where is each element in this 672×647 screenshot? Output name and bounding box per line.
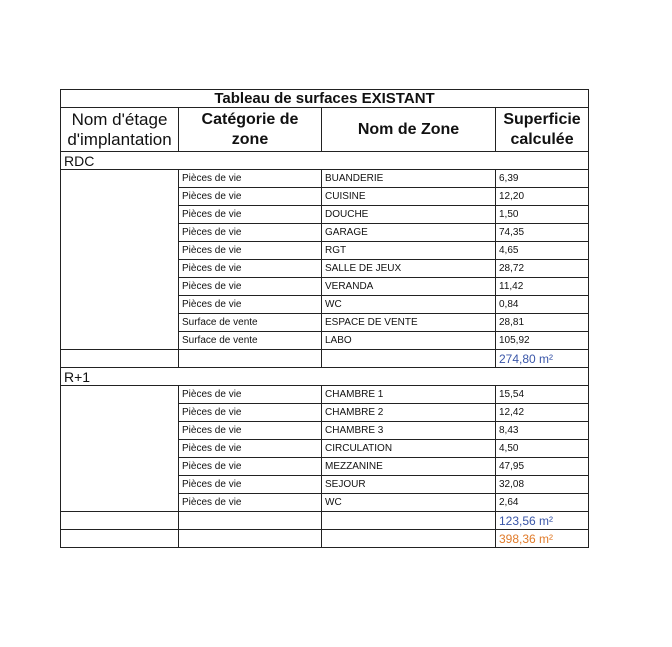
category-cell: Pièces de vie	[179, 170, 322, 188]
level-row	[61, 368, 589, 386]
zone-cell: GARAGE	[322, 224, 496, 242]
empty-cell	[61, 530, 179, 548]
header-row	[61, 108, 589, 152]
empty-cell	[61, 512, 179, 530]
zone-cell: CHAMBRE 3	[322, 422, 496, 440]
subtotal-row	[61, 350, 589, 368]
surface-cell: 28,81	[496, 314, 589, 332]
category-cell: Surface de vente	[179, 332, 322, 350]
empty-cell	[322, 530, 496, 548]
zone-cell: WC	[322, 494, 496, 512]
header-etage: Nom d'étage d'implantation	[61, 108, 179, 152]
total-row	[61, 530, 589, 548]
header-categorie: Catégorie de zone	[179, 108, 322, 152]
surface-cell: 0,84	[496, 296, 589, 314]
level-row	[61, 152, 589, 170]
category-cell: Pièces de vie	[179, 458, 322, 476]
category-cell: Pièces de vie	[179, 476, 322, 494]
category-cell: Pièces de vie	[179, 386, 322, 404]
surface-cell: 47,95	[496, 458, 589, 476]
zone-cell: BUANDERIE	[322, 170, 496, 188]
level-label: RDC	[61, 152, 589, 170]
table-title-row	[61, 90, 589, 108]
category-cell: Pièces de vie	[179, 278, 322, 296]
category-cell: Surface de vente	[179, 314, 322, 332]
total-value: 398,36 m²	[496, 530, 589, 548]
category-cell: Pièces de vie	[179, 188, 322, 206]
category-cell: Pièces de vie	[179, 404, 322, 422]
zone-cell: VERANDA	[322, 278, 496, 296]
category-cell: Pièces de vie	[179, 494, 322, 512]
empty-cell	[322, 512, 496, 530]
level-blank-cell	[61, 386, 179, 512]
zone-cell: SEJOUR	[322, 476, 496, 494]
surface-cell: 8,43	[496, 422, 589, 440]
category-cell: Pièces de vie	[179, 242, 322, 260]
table-row	[61, 170, 589, 188]
surface-cell: 4,65	[496, 242, 589, 260]
zone-cell: CUISINE	[322, 188, 496, 206]
subtotal-value: 274,80 m²	[496, 350, 589, 368]
level-label: R+1	[61, 368, 589, 386]
surface-cell: 12,20	[496, 188, 589, 206]
zone-cell: DOUCHE	[322, 206, 496, 224]
empty-cell	[61, 350, 179, 368]
empty-cell	[322, 350, 496, 368]
empty-cell	[179, 530, 322, 548]
surface-cell: 12,42	[496, 404, 589, 422]
surface-cell: 74,35	[496, 224, 589, 242]
surface-table-body	[61, 90, 589, 548]
surface-cell: 28,72	[496, 260, 589, 278]
zone-cell: RGT	[322, 242, 496, 260]
category-cell: Pièces de vie	[179, 224, 322, 242]
category-cell: Pièces de vie	[179, 206, 322, 224]
zone-cell: CIRCULATION	[322, 440, 496, 458]
zone-cell: ESPACE DE VENTE	[322, 314, 496, 332]
header-superficie: Superficie calculée	[496, 108, 589, 152]
category-cell: Pièces de vie	[179, 440, 322, 458]
surface-cell: 11,42	[496, 278, 589, 296]
table-title: Tableau de surfaces EXISTANT	[61, 90, 589, 108]
surface-cell: 32,08	[496, 476, 589, 494]
empty-cell	[179, 350, 322, 368]
zone-cell: CHAMBRE 2	[322, 404, 496, 422]
subtotal-row	[61, 512, 589, 530]
surface-cell: 4,50	[496, 440, 589, 458]
surface-cell: 1,50	[496, 206, 589, 224]
zone-cell: MEZZANINE	[322, 458, 496, 476]
category-cell: Pièces de vie	[179, 422, 322, 440]
surface-cell: 105,92	[496, 332, 589, 350]
zone-cell: SALLE DE JEUX	[322, 260, 496, 278]
surface-cell: 6,39	[496, 170, 589, 188]
zone-cell: CHAMBRE 1	[322, 386, 496, 404]
level-blank-cell	[61, 170, 179, 350]
header-zone: Nom de Zone	[322, 108, 496, 152]
empty-cell	[179, 512, 322, 530]
category-cell: Pièces de vie	[179, 260, 322, 278]
zone-cell: LABO	[322, 332, 496, 350]
surface-cell: 15,54	[496, 386, 589, 404]
surface-cell: 2,64	[496, 494, 589, 512]
surface-table	[60, 89, 589, 548]
category-cell: Pièces de vie	[179, 296, 322, 314]
table-row	[61, 386, 589, 404]
subtotal-value: 123,56 m²	[496, 512, 589, 530]
zone-cell: WC	[322, 296, 496, 314]
